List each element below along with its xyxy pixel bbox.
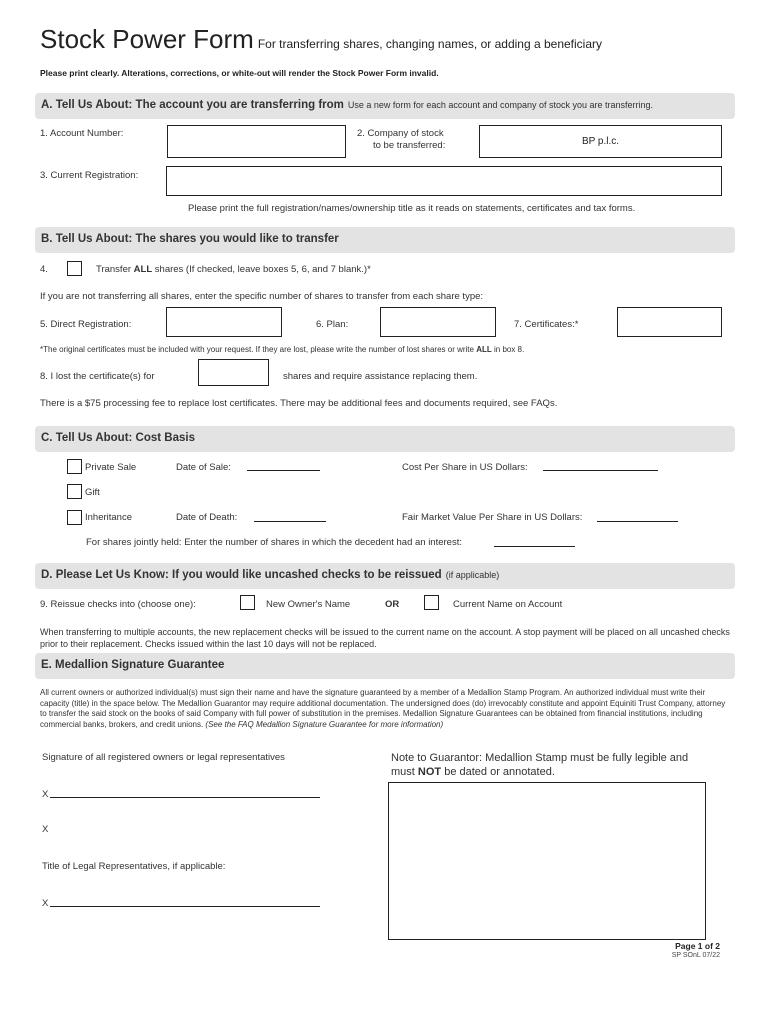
account-number-label: 1. Account Number: xyxy=(40,128,124,139)
form-title: Stock Power Form xyxy=(40,24,254,54)
date-of-death-line[interactable] xyxy=(254,521,326,522)
cert-note-post: in box 8. xyxy=(491,345,525,354)
item4-number: 4. xyxy=(40,264,48,275)
jointly-held-label: For shares jointly held: Enter the number of shares in which the decedent had an interest: xyxy=(86,537,462,548)
registration-help-text: Please print the full registration/names/ownership title as it reads on statements, certificates and tax forms. xyxy=(188,203,636,214)
account-number-field[interactable] xyxy=(167,125,346,158)
direct-registration-label: 5. Direct Registration: xyxy=(40,319,132,330)
cost-per-share-line[interactable] xyxy=(543,470,658,471)
signature-line-3[interactable] xyxy=(50,906,320,907)
transfer-all-checkbox[interactable] xyxy=(67,261,82,276)
section-a-title: A. Tell Us About: The account you are transferring from xyxy=(41,99,344,111)
page-number: Page 1 of 2 xyxy=(675,941,720,951)
current-name-checkbox[interactable] xyxy=(424,595,439,610)
certificate-note xyxy=(40,345,524,354)
medallion-body-text: All current owners or authorized individual(s) must sign their name and have the signature guaranteed by a member of a Medallion Stamp Program. An authorized individual must write their capacity (title) in the space below. The Medallion Guarantor may require additional documentation. The undersigned does (do) irrevocably constitute and appoint Equiniti Trust Company, attorney to transfer the said stock on the books of said Company with full power of substitution in the premises. Medallion Signature Guarantees can be obtained from financial institutions, including commercial banks, brokers, and credit unions. xyxy=(40,688,726,729)
date-of-death-label: Date of Death: xyxy=(176,512,238,523)
transfer-all-post: shares (If checked, leave boxes 5, 6, and 7 blank.)* xyxy=(152,264,371,275)
company-label-line1: 2. Company of stock xyxy=(357,128,444,139)
multi-account-text: When transferring to multiple accounts, the new replacement checks will be issued to the current name on the account. A stop payment will be placed on all uncashed checks prior to their replacement. Checks issued within the last 10 days will not be replaced. xyxy=(40,627,730,649)
legal-title-label: Title of Legal Representatives, if applicable: xyxy=(42,861,226,872)
guarantor-note-post: be dated or annotated. xyxy=(441,766,555,778)
medallion-stamp-box[interactable] xyxy=(388,782,706,940)
section-a-note: Use a new form for each account and company of stock you are transferring. xyxy=(347,100,654,110)
medallion-body xyxy=(40,688,730,730)
not-all-text: If you are not transferring all shares, enter the specific number of shares to transfer from each share type: xyxy=(40,291,484,302)
signature-x-2: X xyxy=(42,824,49,835)
section-d-note: (if applicable) xyxy=(445,570,500,580)
cert-note-bold: ALL xyxy=(476,345,492,354)
guarantor-note-bold: NOT xyxy=(417,766,442,778)
company-label-line2: to be transferred: xyxy=(373,140,446,151)
inheritance-label: Inheritance xyxy=(85,512,133,523)
section-c-heading: C. Tell Us About: Cost Basis xyxy=(35,426,735,452)
medallion-body-italic: (See the FAQ Medallion Signature Guarantee for more information) xyxy=(205,719,444,729)
direct-registration-field[interactable] xyxy=(166,307,282,337)
fair-market-label: Fair Market Value Per Share in US Dollars: xyxy=(402,512,583,523)
lost-shares-field[interactable] xyxy=(198,359,269,386)
cert-note-pre: *The original certificates must be included with your request. If they are lost, please write the number of lost shares or write xyxy=(40,345,477,354)
new-owner-label: New Owner's Name xyxy=(266,599,351,610)
new-owner-checkbox[interactable] xyxy=(240,595,255,610)
transfer-all-bold: ALL xyxy=(133,264,153,275)
plan-label: 6. Plan: xyxy=(316,319,349,330)
cost-per-share-label: Cost Per Share in US Dollars: xyxy=(402,462,528,473)
signature-x-1: X xyxy=(42,789,49,800)
fair-market-line[interactable] xyxy=(597,521,678,522)
current-registration-field[interactable] xyxy=(166,166,722,196)
transfer-all-label xyxy=(96,264,371,275)
lost-certificates-label: 8. I lost the certificate(s) for xyxy=(40,371,155,382)
guarantor-note-pre: Note to Guarantor: Medallion Stamp must be fully legible and must xyxy=(391,752,689,778)
certificates-label: 7. Certificates:* xyxy=(514,319,579,330)
inheritance-checkbox[interactable] xyxy=(67,510,82,525)
jointly-held-line[interactable] xyxy=(494,546,575,547)
signature-label: Signature of all registered owners or legal representatives xyxy=(42,752,285,763)
page-title xyxy=(40,24,602,55)
plan-field[interactable] xyxy=(380,307,496,337)
lost-certificates-post: shares and require assistance replacing them. xyxy=(283,371,478,382)
current-name-label: Current Name on Account xyxy=(453,599,563,610)
section-e-heading: E. Medallion Signature Guarantee xyxy=(35,653,735,679)
company-field[interactable]: BP p.l.c. xyxy=(479,125,722,158)
print-instruction: Please print clearly. Alterations, corrections, or white-out will render the Stock Power Form invalid. xyxy=(40,68,439,78)
section-a-heading xyxy=(35,93,735,119)
date-of-sale-label: Date of Sale: xyxy=(176,462,231,473)
section-d-title: D. Please Let Us Know: If you would like uncashed checks to be reissued xyxy=(41,569,442,581)
form-code: SP SOnL 07/22 xyxy=(671,952,720,959)
signature-line-1[interactable] xyxy=(50,797,320,798)
guarantor-note xyxy=(391,751,711,779)
private-sale-label: Private Sale xyxy=(85,462,137,473)
gift-label: Gift xyxy=(85,487,100,498)
fee-text: There is a $75 processing fee to replace lost certificates. There may be additional fees and documents required, see FAQs. xyxy=(40,398,558,409)
reissue-label: 9. Reissue checks into (choose one): xyxy=(40,599,196,610)
signature-x-3: X xyxy=(42,898,49,909)
form-subtitle: For transferring shares, changing names, or adding a beneficiary xyxy=(257,37,603,51)
current-registration-label: 3. Current Registration: xyxy=(40,170,139,181)
private-sale-checkbox[interactable] xyxy=(67,459,82,474)
date-of-sale-line[interactable] xyxy=(247,470,320,471)
section-d-heading xyxy=(35,563,735,589)
gift-checkbox[interactable] xyxy=(67,484,82,499)
certificates-field[interactable] xyxy=(617,307,722,337)
or-label: OR xyxy=(385,599,400,610)
transfer-all-pre: Transfer xyxy=(96,264,134,275)
section-b-heading: B. Tell Us About: The shares you would like to transfer xyxy=(35,227,735,253)
